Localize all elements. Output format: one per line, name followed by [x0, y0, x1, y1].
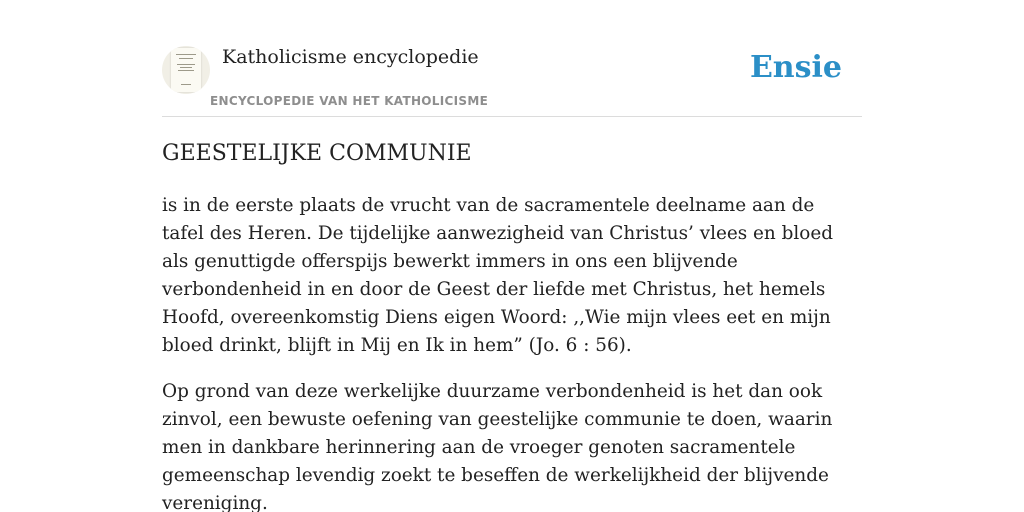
header [162, 40, 862, 117]
book-title[interactable]: Katholicisme encyclopedie [222, 46, 479, 68]
entry-body [162, 192, 862, 512]
book-cover-image[interactable] [162, 46, 210, 94]
ensie-logo[interactable]: Ensie [749, 50, 842, 85]
entry-title: GEESTELIJKE COMMUNIE [162, 141, 472, 166]
book-cover-icon [171, 48, 201, 92]
entry-paragraph: is in de eerste plaats de vrucht van de sacramentele deelname aan de tafel des Heren. De tijdelijke aanwezigheid van Christus’ vlees en bloed als genuttigde offerspijs bewerkt immers in ons een blijvende verbondenheid in en door de Geest der liefde met Christus, het hemels Hoofd, overeenkomstig Diens eigen Woord: ,,Wie mijn vlees eet en mijn bloed drinkt, blijft in Mij en Ik in hem” (Jo. 6 : 56). [162, 195, 833, 356]
entry-paragraph: Op grond van deze werkelijke duurzame verbondenheid is het dan ook zinvol, een bewuste oefening van geestelijke communie te doen, waarin men in dankbare herinnering aan de vroeger genoten sacramentele gemeenschap levendig zoekt te beseffen de werkelijkheid der blijvende vereniging. [162, 381, 833, 512]
book-subtitle: ENCYCLOPEDIE VAN HET KATHOLICISME [210, 94, 489, 108]
